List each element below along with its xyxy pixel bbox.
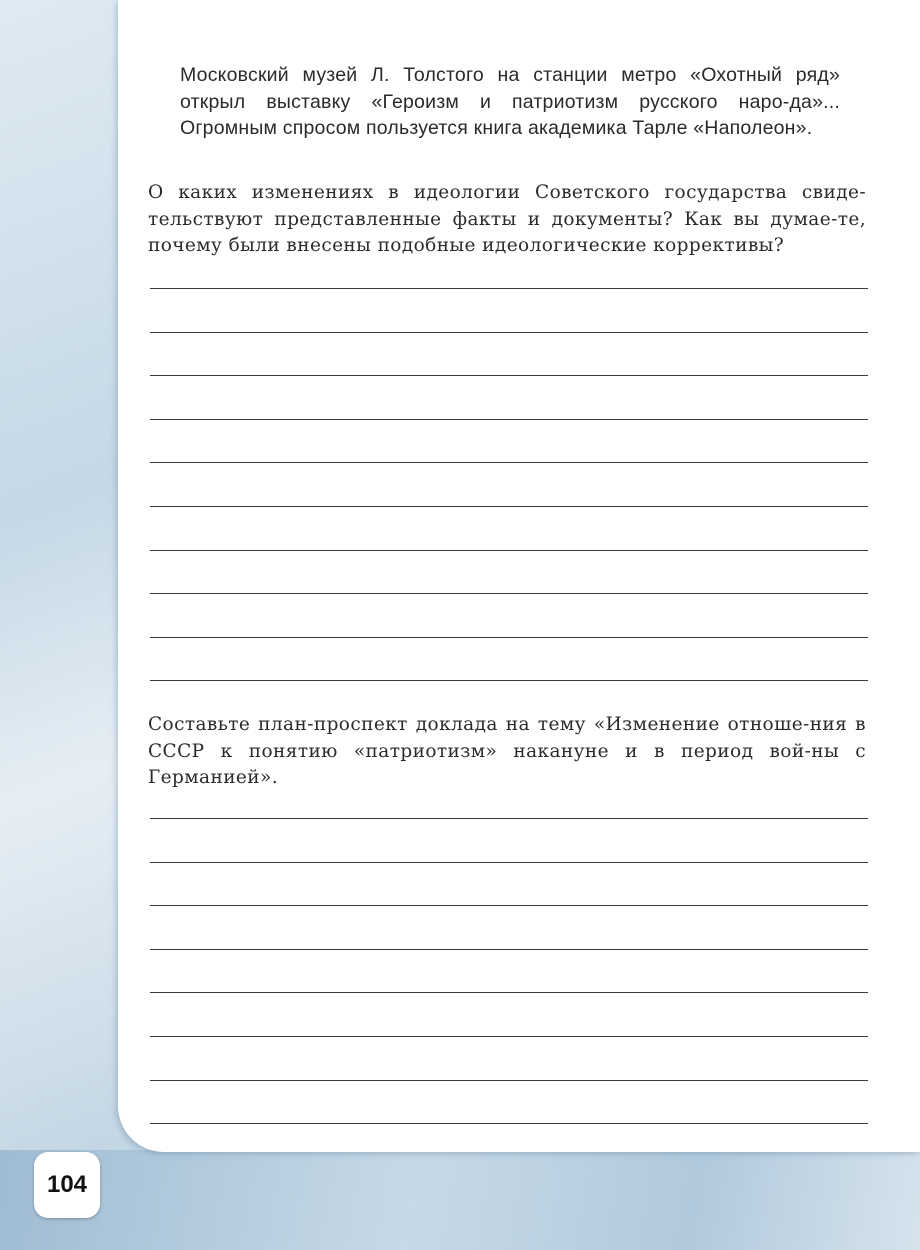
answer-line[interactable]: [150, 1036, 868, 1037]
answer-line[interactable]: [150, 949, 868, 950]
question-1: О каких изменениях в идеологии Советского государства свиде-тельствуют представленные факты и документы? Как вы думае-те, почему были внесены подобные идеологические коррективы?: [148, 182, 866, 256]
answer-line[interactable]: [150, 375, 868, 376]
answer-line[interactable]: [150, 818, 868, 819]
intro-paragraph: Московский музей Л. Толстого на станции метро «Охотный ряд» открыл выставку «Героизм и патриотизм русского наро-да»... Огромным спросом пользуется книга академика Тарле «Наполеон».: [180, 64, 840, 139]
background-bottom-band: [0, 1150, 920, 1250]
workbook-page: [118, 0, 920, 1152]
answer-line[interactable]: [150, 506, 868, 507]
answer-line[interactable]: [150, 550, 868, 551]
answer-line[interactable]: [150, 992, 868, 993]
answer-line[interactable]: [150, 1123, 868, 1124]
answer-line[interactable]: [150, 680, 868, 681]
page-number: 104: [34, 1152, 100, 1218]
answer-line[interactable]: [150, 862, 868, 863]
answer-line[interactable]: [150, 462, 868, 463]
answer-line[interactable]: [150, 332, 868, 333]
question-2: Составьте план-проспект доклада на тему «Изменение отноше-ния в СССР к понятию «патриотизм» накануне и в период вой-ны с Германией».: [148, 714, 866, 788]
answer-line[interactable]: [150, 593, 868, 594]
answer-line[interactable]: [150, 637, 868, 638]
answer-line[interactable]: [150, 1080, 868, 1081]
answer-line[interactable]: [150, 288, 868, 289]
answer-line[interactable]: [150, 419, 868, 420]
answer-line[interactable]: [150, 905, 868, 906]
